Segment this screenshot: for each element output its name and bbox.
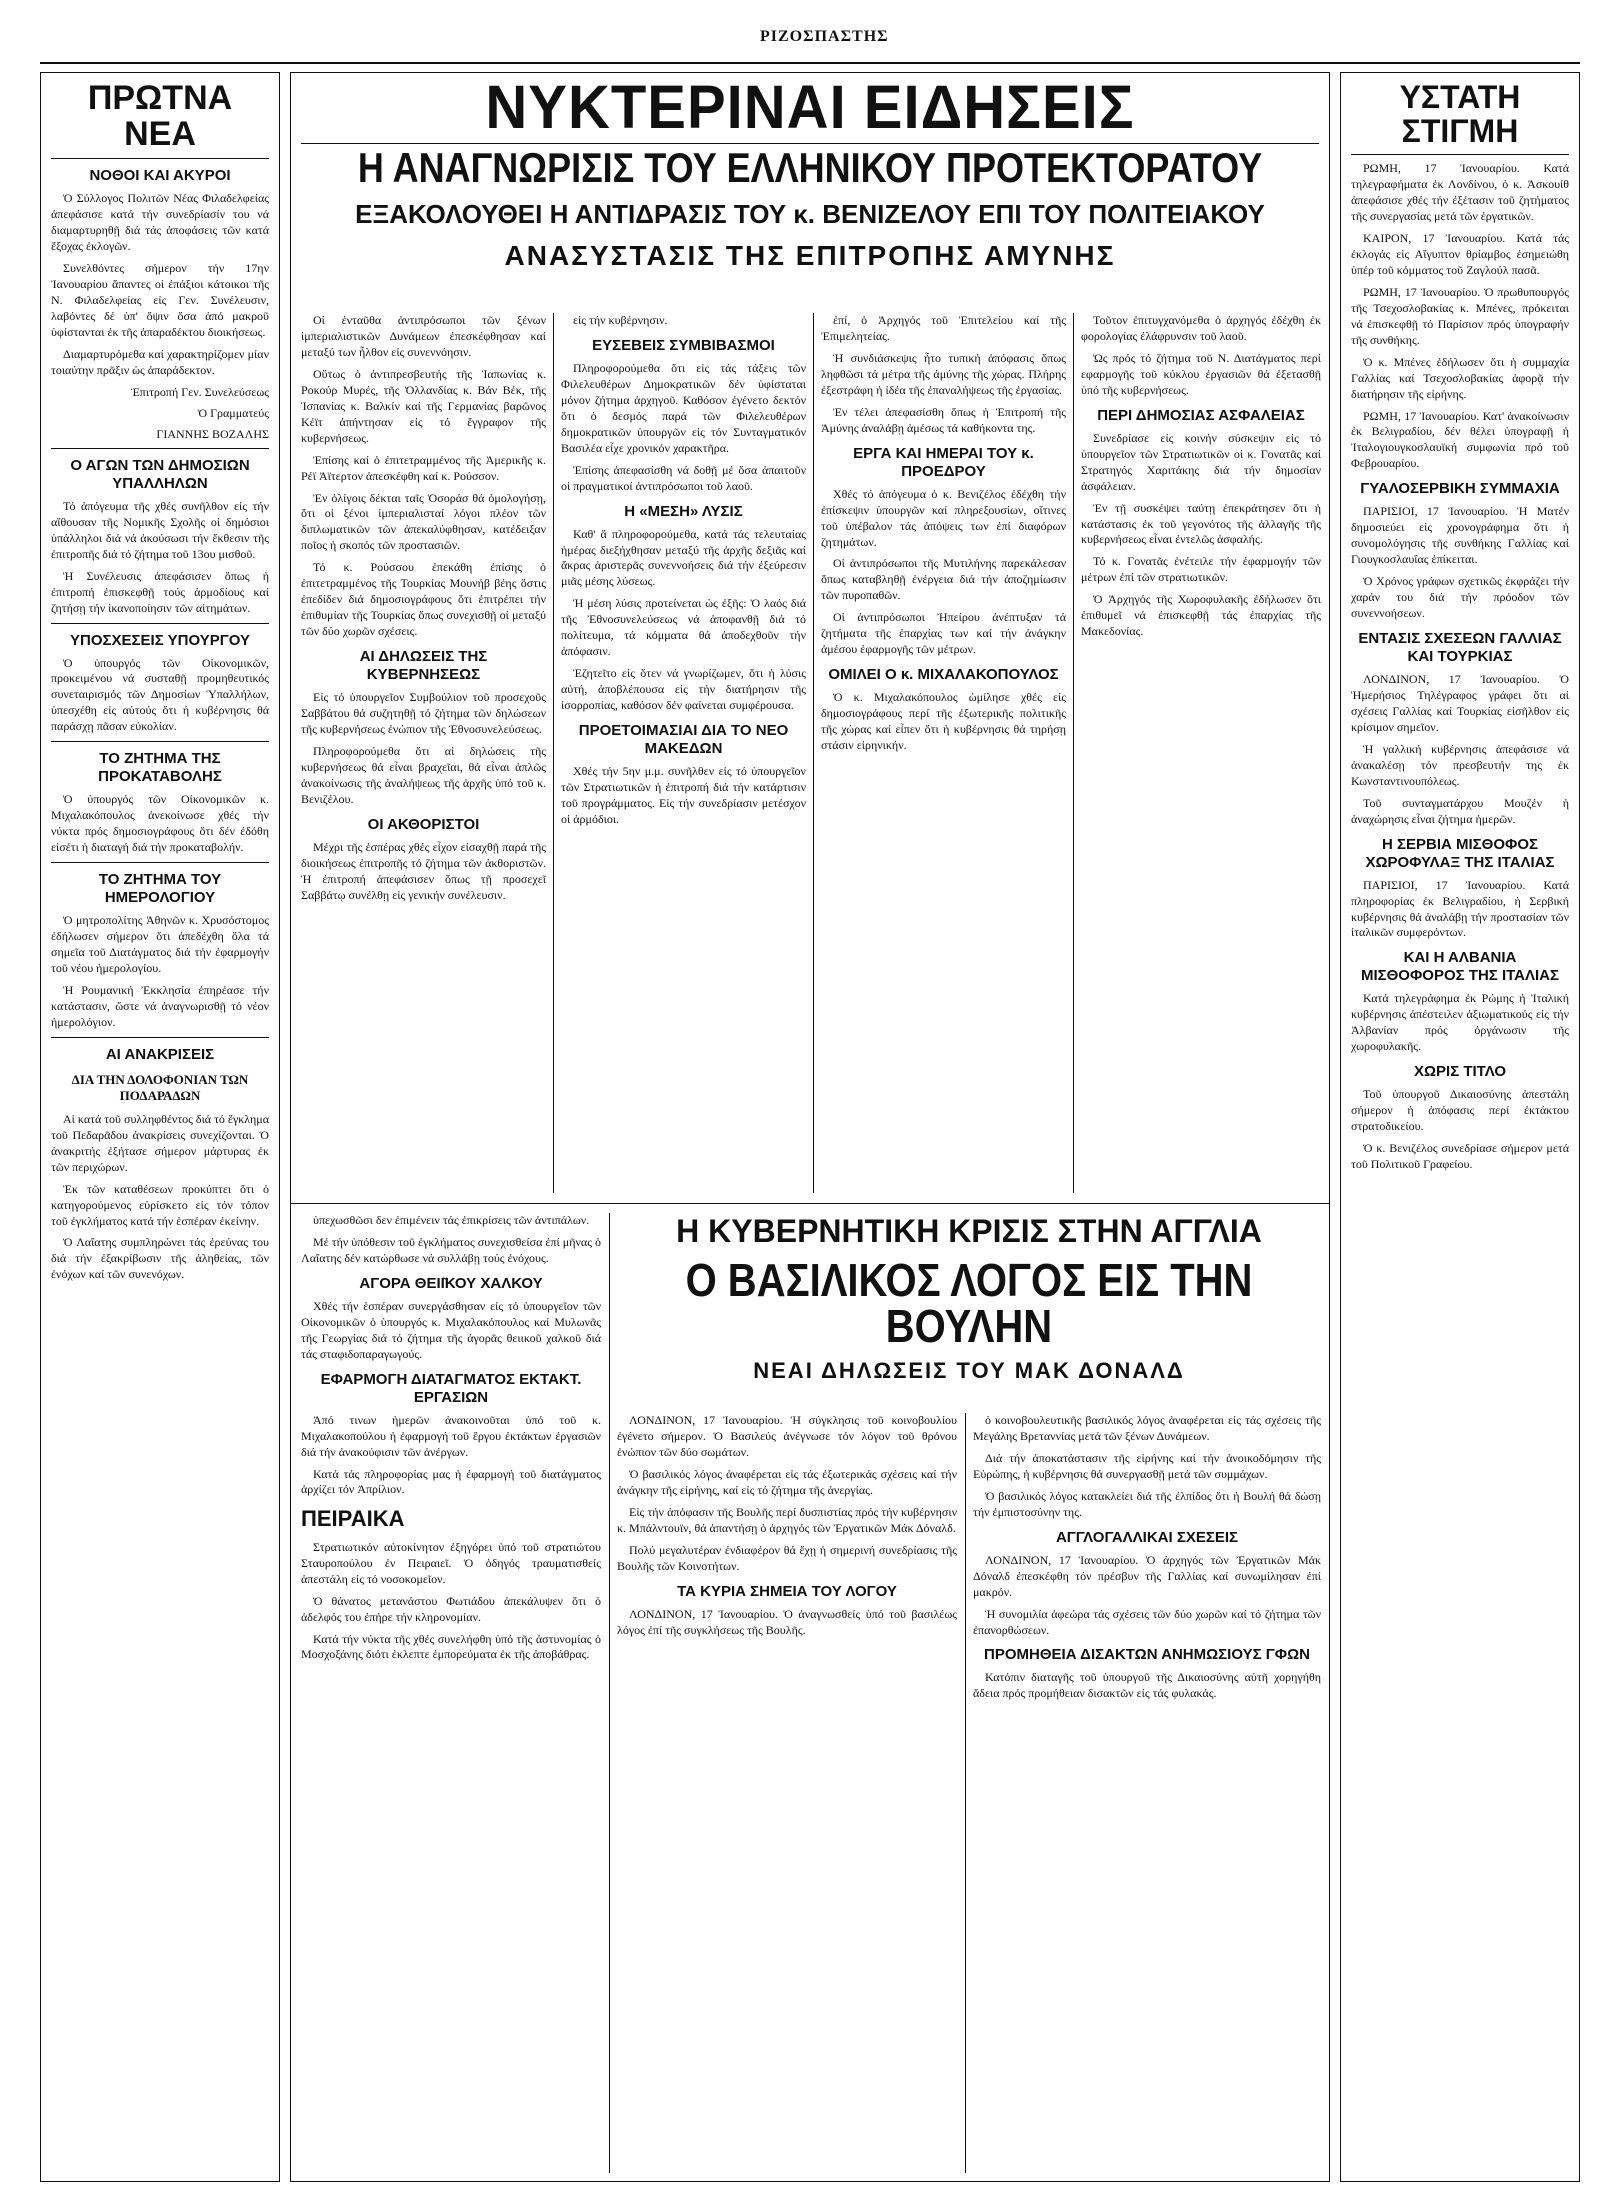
article-body bbox=[561, 361, 806, 495]
article-body bbox=[51, 656, 269, 736]
paragraph: Ὁ Σύλλογος Πολιτῶν Νέας Φιλαδελφείας ἀπεφάσισε κατά τήν συνεδρίασίν του νά διαμαρτυρηθῇ διά τάς ἀποφάσεις τῶν κατά ἔξοχας ἐκλογῶν. bbox=[51, 191, 269, 254]
article-body bbox=[561, 313, 806, 329]
center-col-3 bbox=[821, 313, 1066, 1193]
paragraph: Ἐν τῇ συσκέψει ταύτῃ ἐπεκράτησεν ὅτι ἡ κατάστασις ἐκ τοῦ γεγονότος τῆς ἀλλαγῆς τῆς κυβερνήσεως εἶναι ἐντελῶς ἀσφαλής. bbox=[1081, 500, 1321, 547]
article-body bbox=[821, 313, 1066, 437]
paragraph: Ἡ συνομιλία ἀφεώρα τάς σχέσεις τῶν δύο χωρῶν καί τό ζήτημα τῶν ἐπανορθώσεων. bbox=[973, 1606, 1321, 1637]
section-title: ΠΡΟΜΗΘΕΙΑ ΔΙΣΑΚΤΩΝ ΑΝΗΜΩΣΙΟΥΣ ΓΦΩΝ bbox=[984, 1646, 1310, 1664]
section-title: ΤΟ ΖΗΤΗΜΑ ΤΗΣ ΠΡΟΚΑΤΑΒΟΛΗΣ bbox=[98, 750, 222, 786]
article-body bbox=[973, 1553, 1321, 1639]
paragraph: ἐπί, ὁ Ἀρχηγός τοῦ Ἐπιτελείου καί τῆς Ἐπιμελητείας. bbox=[821, 313, 1066, 343]
paragraph: Ὡς πρός τό ζήτημα τοῦ Ν. Διατάγματος περί εφαρμογῆς τοῦ κύκλου ἐργασιῶν θά ἐξετασθῇ ὑπό τῆς κυβερνήσεως. bbox=[1081, 350, 1321, 397]
paragraph: Ἡ Ρουμανική Ἐκκλησία ἐπηρέασε τήν κατάστασιν, ὥστε νά ἀναγνωρισθῇ τό νέον ἡμερολόγιον. bbox=[51, 982, 269, 1029]
lower-col-3 bbox=[973, 1413, 1321, 2173]
right-banner: ΥΣΤΑΤΗ ΣΤΙΓΜΗ bbox=[1399, 79, 1521, 149]
article-body bbox=[1351, 161, 1569, 472]
paragraph: Διαμαρτυρόμεθα καί χαρακτηρίζομεν μίαν τοιαύτην πρᾶξιν ὡς ἀπαράδεκτον. bbox=[51, 346, 269, 377]
section-title: Η «ΜΕΣΗ» ΛΥΣΙΣ bbox=[624, 502, 743, 520]
section-title: ΟΜΙΛΕΙ Ο κ. ΜΙΧΑΛΑΚΟΠΟΥΛΟΣ bbox=[828, 666, 1059, 684]
paragraph: ΡΩΜΗ, 17 Ἰανουαρίου. Κατά τηλεγραφήματα ἐκ Λονδίνου, ὁ κ. Ἀσκουίθ ἀπεφάσισε χθές τήν ἐξέτασιν τοῦ ζητήματος τῆς συνεργασίας μετά τῶν ἐργατικῶν. bbox=[1351, 161, 1569, 224]
section-title: ΑΓΟΡΑ ΘΕΙΙ͂ΚΟΥ ΧΑΛΚΟΥ bbox=[359, 1274, 543, 1292]
section-title: ΠΡΟΕΤΟΙΜΑΣΙΑΙ ΔΙΑ ΤΟ ΝΕΟ ΜΑΚΕΔΩΝ bbox=[578, 722, 789, 758]
section-title: ΧΩΡΙΣ ΤΙΤΛΟ bbox=[1413, 1063, 1507, 1081]
section-title: ΚΑΙ Η ΑΛΒΑΝΙΑ ΜΙΣΘΟΦΟΡΟΣ ΤΗΣ ΙΤΑΛΙΑΣ bbox=[1360, 949, 1560, 985]
article-body bbox=[51, 1112, 269, 1284]
section-title: ΕΥΣΕΒΕΙΣ ΣΥΜΒΙΒΑΣΜΟΙ bbox=[592, 336, 775, 354]
section-title: ΝΟΘΟΙ ΚΑΙ ΑΚΥΡΟΙ bbox=[89, 167, 231, 185]
section-title: Ο ΑΓΩΝ ΤΩΝ ΔΗΜΟΣΙΩΝ ΥΠΑΛΛΗΛΩΝ bbox=[70, 456, 250, 492]
paragraph: Ὁ μητροπολίτης Ἀθηνῶν κ. Χρυσόστομος ἐδήλωσεν σήμερον ὅτι ἀπεδέχθη ὅλα τά σημεῖα τοῦ Διατάγματος διά τήν ἐφαρμογήν τοῦ νέου ἡμερολογίου. bbox=[51, 913, 269, 975]
paragraph: Ἡ γαλλική κυβέρνησις ἀπεφάσισε νά ἀνακαλέσῃ τόν πρεσβευτήν της ἐκ Κωνσταντινουπόλεως. bbox=[1351, 741, 1569, 788]
paragraph: ΛΟΝΔΙΝΟΝ, 17 Ἰανουαρίου. Ἡ σύγκλησις τοῦ κοινοβουλίου ἐγένετο σήμερον. Ὁ Βασιλεύς ἀνέγνωσε τόν λόγον τοῦ θρόνου ἐνώπιον τῶν δύο σωμάτων. bbox=[617, 1413, 957, 1459]
section-rule bbox=[291, 1203, 1330, 1204]
article-body bbox=[51, 499, 269, 617]
paragraph: Τοῦτον ἐπιτυγχανόμεθα ὁ ἀρχηγός ἐδέχθη ἐκ φορολογίας ἐλάφρυνσιν τοῦ λαοῦ. bbox=[1081, 313, 1321, 343]
paragraph: Πολύ μεγαλυτέραν ἐνδιαφέρον θά ἔχῃ ἡ σημερινή συνεδρίασις τῆς Βουλῆς τῶν Κοινοτήτων. bbox=[617, 1542, 957, 1573]
section-title: ΠΕΙΡΑΙΚΑ bbox=[301, 1506, 405, 1532]
section-title: ΑΓΓΛΟΓΑΛΛΙΚΑΙ ΣΧΕΣΕΙΣ bbox=[1055, 1528, 1239, 1546]
paragraph: Ἡ μέση λύσις προτείνεται ὡς ἐξῆς: Ὁ λαός διά τῆς Ἐθνοσυνελεύσεως νά ἀποφανθῇ διά τό πολίτευμα, τά κόμματα θά ἀποδεχθοῦν τήν ἀπόφασιν. bbox=[561, 596, 806, 659]
paragraph: Ὁ βασιλικός λόγος κατακλείει διά τῆς ἐλπίδος ὅτι ἡ Βουλή θά δώσῃ τήν ἐμπιστοσύνην της. bbox=[973, 1488, 1321, 1519]
paragraph: ΡΩΜΗ, 17 Ἰανουαρίου. Κατ' ἀνακοίνωσιν ἐκ Βελιγραδίου, δέν θέλει ὑπογραφῇ ἡ Ἰταλογιουγκοσλαυϊκή συμφωνία πρό τοῦ Φεβρουαρίου. bbox=[1351, 408, 1569, 471]
lead-subheadline: ΑΝΑΣΥΣΤΑΣΙΣ ΤΗΣ ΕΠΙΤΡΟΠΗΣ ΑΜΥΝΗΣ bbox=[504, 239, 1116, 271]
lead-subheadline: ΕΞΑΚΟΛΟΥΘΕΙ Η ΑΝΤΙΔΡΑΣΙΣ ΤΟΥ κ. ΒΕΝΙΖΕΛΟΥ ΕΠΙ ΤΟΥ ΠΟΛΙΤΕΙΑΚΟΥ bbox=[355, 199, 1265, 229]
paragraph: Ὁ κ. Μπένες ἐδήλωσεν ὅτι ἡ συμμαχία Γαλλίας καί Τσεχοσλοβακίας ἀφορᾷ τήν διατήρησιν τῆς εἰρήνης. bbox=[1351, 354, 1569, 401]
column-rule bbox=[813, 313, 814, 1193]
paragraph: Ἐπίσης καί ὁ ἐπιτετραμμένος τῆς Ἀμερικῆς κ. Ρέϊ Ἀϊτερτον ἀπεσκέφθη καί κ. Ρούσσον. bbox=[301, 452, 546, 483]
paragraph: Οἱ ἀντιπρόσωποι τῆς Μυτιλήνης παρεκάλεσαν ὅπως καταβληθῇ ἐνέργεια διά τήν ἀποζημίωσιν τῶν πυροπαθῶν. bbox=[821, 556, 1066, 603]
center-banner: ΝΥΚΤΕΡΙΝΑΙ ΕΙΔΗΣΕΙΣ bbox=[485, 73, 1135, 142]
paragraph: Στρατιωτικόν αὐτοκίνητον ἐξηγόρει ὑπό τοῦ στρατιώτου Σταυροπούλου ἐν Πειραιεῖ. Ὁ ὁδηγός τραυματισθείς ἀπεστάλη εἰς τό νοσοκομεῖον. bbox=[301, 1539, 601, 1586]
signature: ΓΙΑΝΝΗΣ ΒΟΖΑΛΗΣ bbox=[156, 426, 269, 441]
paragraph: Τό ἀπόγευμα τῆς χθές συνῆλθον εἰς τήν αἴθουσαν τῆς Νομικῆς Σχολῆς οἱ δημόσιοι ὑπάλληλοι διά νά ἀκούσωσι τήν ἔκθεσιν τῆς ἐπιτροπῆς διά τό ζήτημα τοῦ 13ου μισθοῦ. bbox=[51, 498, 269, 561]
masthead-title: ΡΙΖΟΣΠΑΣΤΗΣ bbox=[760, 28, 889, 45]
paragraph: Οἱ ἐνταῦθα ἀντιπρόσωποι τῶν ξένων ἱμπεριαλιστικῶν Δυνάμεων ἐπεσκέφθησαν καί μεταξύ των ἦλθον εἰς συνεννόησιν. bbox=[301, 313, 546, 359]
paragraph: Κατά τήν νύκτα τῆς χθές συνελήφθη ὑπό τῆς ἀστυνομίας ὁ Μοσχοξάνης διότι ἐκλεπτε ἐμπορεύματα ἐκ τῆς ἀποβάθρας. bbox=[301, 1631, 601, 1662]
newspaper-page bbox=[40, 28, 1580, 2188]
section-title: ΕΦΑΡΜΟΓΗ ΔΙΑΤΑΓΜΑΤΟΣ ΕΚΤΑΚΤ. ΕΡΓΑΣΙΩΝ bbox=[320, 1370, 582, 1406]
divider bbox=[51, 158, 269, 159]
paragraph: Κατά τάς πληροφορίας μας ἡ ἐφαρμογή τοῦ διατάγματος ἀρχίζει τόν Ἀπρίλιον. bbox=[301, 1466, 601, 1497]
article-body bbox=[301, 313, 546, 640]
article-body bbox=[973, 1413, 1321, 1521]
section-title: ΟΙ ΑΚΘΟΡΙΣΤΟΙ bbox=[367, 815, 480, 833]
signature: Ἐπιτροπή Γεν. Συνελεύσεως bbox=[130, 384, 269, 399]
center-col-4 bbox=[1081, 313, 1321, 1193]
signature: Ὁ Γραμματεύς bbox=[197, 405, 269, 420]
article-body bbox=[1081, 313, 1321, 399]
paragraph: Ἐπίσης ἀπεφασίσθη νά δοθῇ μέ ὅσα ἀπαιτοῦν οἱ πραγματικοί ἀντιπρόσωποι τοῦ λαοῦ. bbox=[561, 462, 806, 493]
divider bbox=[1351, 154, 1569, 155]
section-title: ΤΟ ΖΗΤΗΜΑ ΤΟΥ ΗΜΕΡΟΛΟΓΙΟΥ bbox=[98, 871, 222, 907]
paragraph: ΠΑΡΙΣΙΟΙ, 17 Ἰανουαρίου. Κατά πληροφορίας ἐκ Βελιγραδίου, ἡ Σερβική κυβέρνησις θά ἀναλάβῃ τήν προστασίαν τῶν ἰταλικῶν συμφερόντων. bbox=[1351, 877, 1569, 940]
left-column bbox=[40, 72, 280, 2182]
article-body bbox=[51, 792, 269, 856]
paragraph: Συνεδρίασε εἰς κοινήν σύσκεψιν εἰς τό ὑπουργεῖον τῶν Στρατιωτικῶν οἱ κ. Γονατᾶς καί Στρατηγός Χαριτάκης διά τήν δημοσίαν ἀσφάλειαν. bbox=[1081, 430, 1321, 493]
article-body bbox=[821, 690, 1066, 754]
paragraph: Ὁ ὑπουργός τῶν Οἰκονομικῶν κ. Μιχαλακόπουλος ἀνεκοίνωσε χθές τήν νύκτα πρός δημοσιογράφους ὅτι δέν ἐδόθη εἰσέτι ἡ διαταγή διά τήν προκαταβολήν. bbox=[51, 792, 269, 855]
divider bbox=[51, 862, 269, 863]
section-title: Η ΣΕΡΒΙΑ ΜΙΣΘΟΦΟΣ ΧΩΡΟΦΥΛΑΞ ΤΗΣ ΙΤΑΛΙΑΣ bbox=[1365, 835, 1555, 871]
paragraph: Εἰς τό ὑπουργεῖον Συμβούλιον τοῦ προσεχοῦς Σαββάτου θά συζητηθῇ τό ζήτημα τῶν δηλώσεων τῆς κυβερνήσεως ἐνώπιον τῆς Ἐθνοσυνελεύσεως. bbox=[301, 690, 546, 737]
article-body bbox=[561, 764, 806, 828]
paragraph: ΚΑΙΡΟΝ, 17 Ἰανουαρίου. Κατά τάς ἐκλογάς εἰς Αἴγυπτον θρίαμβος ἐσημειώθη ὑπέρ τοῦ κόμματος τοῦ Ζαγλούλ πασᾶ. bbox=[1351, 231, 1569, 277]
paragraph: ΠΑΡΙΣΙΟΙ, 17 Ἰανουαρίου. Ἡ Ματέν δημοσιεύει εἰς χρονογράφημα ὅτι ἡ συνομολόγησις τῆς συνθήκης Γαλλίας καί Γιουγκοσλαυΐας ἐπίκειται. bbox=[1351, 504, 1569, 567]
center-area bbox=[290, 72, 1330, 2182]
section-subtitle: ΔΙΑ ΤΗΝ ΔΟΛΟΦΟΝΙΑΝ ΤΩΝ ΠΟΔΑΡΑΔΩΝ bbox=[71, 1071, 249, 1103]
paragraph: Μέ τήν ὑπόθεσιν τοῦ ἐγκλήματος συνεχισθείσα ἐπί μῆνας ὁ Λαΐατης δέν κατώρθωσε νά συλλάβῃ τούς ἐνόχους. bbox=[301, 1234, 601, 1265]
lower-col-2 bbox=[617, 1413, 957, 2173]
center-col-1 bbox=[301, 313, 546, 1193]
lower-headline: Ο ΒΑΣΙΛΙΚΟΣ ΛΟΓΟΣ ΕΙΣ ΤΗΝ ΒΟΥΛΗΝ bbox=[685, 1255, 1253, 1353]
paragraph: Εἰς τήν ἀπόφασιν τῆς Βουλῆς περί δυσπιστίας πρός τήν κυβέρνησιν κ. Μπάλντουϊν, θά ἀπαντήσῃ ὁ ἀρχηγός τῶν Ἐργατικῶν Μάκ Δόναλδ. bbox=[617, 1504, 957, 1535]
article-body bbox=[301, 1540, 601, 1664]
article-body bbox=[1351, 504, 1569, 622]
column-rule bbox=[553, 313, 554, 1193]
paragraph: ΛΟΝΔΙΝΟΝ, 17 Ἰανουαρίου. Ὁ Ἡμερήσιος Τηλέγραφος γράφει ὅτι αἱ σχέσεις Γαλλίας καί Τουρκίας εἰσῆλθον εἰς κρίσιμον σημεῖον. bbox=[1351, 672, 1569, 734]
article-body bbox=[1081, 431, 1321, 640]
paragraph: Ἐν ὀλίγοις δέκται ταῖς Ὁσοράσ θά ὁμολογήσῃ, ὅτι οἱ ξένοι ἱμπεριαλισταί λόγοι πλέον τῶν διπλωματικῶν τῶν ἀπεκαλύφθησαν, κατέδειξαν ποῖος ἡ σκοπός τῶν προστασιῶν. bbox=[301, 490, 546, 553]
article-body bbox=[51, 191, 269, 378]
column-rule bbox=[1073, 313, 1074, 1193]
paragraph: Ὁ βασιλικός λόγος ἀναφέρεται εἰς τάς ἐξωτερικάς σχέσεις καί τήν ἀνάγκην τῆς εἰρήνης, καί εἰς τό ζήτημα τῆς ἀνεργίας. bbox=[617, 1466, 957, 1497]
article-body bbox=[1351, 878, 1569, 942]
section-title: ΑΙ ΔΗΛΩΣΕΙΣ ΤΗΣ ΚΥΒΕΡΝΗΣΕΩΣ bbox=[359, 648, 488, 684]
paragraph: Ὁ θάνατος μετανάστου Φωτιάδου ἀπεκάλυψεν ὅτι ὁ ἀδελφός του ἐπήρε τήν κληρονομίαν. bbox=[301, 1593, 601, 1624]
article-body bbox=[301, 1213, 601, 1267]
article-body bbox=[617, 1607, 957, 1639]
article-body bbox=[301, 840, 546, 904]
paragraph: Μέχρι τῆς ἑσπέρας χθές εἶχον εἰσαχθῇ παρά τῆς διοικήσεως ἐπιτροπῆς τό ζήτημα τῶν ἀκθοριστῶν. Ἡ ἐπιτροπή ἀπεφάσισεν ὅπως τῇ προσεχεῖ Σαββάτῳ συνέλθῃ εἰς γενικήν συνέλευσιν. bbox=[301, 839, 546, 902]
paragraph: Κατά τηλεγράφημα ἐκ Ρώμης ἡ Ἰταλική κυβέρνησις ἀπέστειλεν ἀξιωματικούς εἰς τήν Ἀλβανίαν πρός ὀργάνωσιν τῆς χωροφυλακῆς. bbox=[1351, 991, 1569, 1054]
section-title: ΕΝΤΑΣΙΣ ΣΧΕΣΕΩΝ ΓΑΛΛΙΑΣ ΚΑΙ ΤΟΥΡΚΙΑΣ bbox=[1358, 630, 1562, 666]
paragraph: Ὁ κ. Μιχαλακόπουλος ὡμίλησε χθές εἰς δημοσιογράφους περί τῆς ἐξωτερικῆς πολιτικῆς τῆς χώρας καί εἶπεν ὅτι ἡ κυβέρνησις θά τηρήσῃ στάσιν εἰρηνικήν. bbox=[821, 690, 1066, 753]
paragraph: Χθές τήν 5ην μ.μ. συνῆλθεν εἰς τό ὑπουργεῖον τῶν Στρατιωτικῶν ἡ ἐπιτροπή διά τήν κατάρτισιν τοῦ προγράμματος. Εἰς τήν συνεδρίασιν μετέσχον οἱ ἁρμόδιοι. bbox=[561, 764, 806, 826]
paragraph: Τό κ. Ρούσσου ἐπεκάθη ἐπίσης ὁ ἐπιτετραμμένος τῆς Τουρκίας Μουνήβ βέης ὅστις ἐπεδίδεν διά δημοσιογράφους ὅτι ἐπιτρέπει τήν ἐπιθυμίαν τῆς Τουρκίας ὅπως συνεχισθῇ οἱ μεταξύ τῶν δύο χωρῶν σχέσεις. bbox=[301, 560, 546, 639]
paragraph: Τοῦ συνταγματάρχου Μουζέν ἡ ἀναχώρησις εἶναι ζήτημα ἡμερῶν. bbox=[1351, 795, 1569, 826]
article-body bbox=[821, 487, 1066, 659]
paragraph: Οὕτως ὁ ἀντιπρεσβευτής τῆς Ἰαπωνίας κ. Ροκούρ Μυρές, τῆς Ὁλλανδίας κ. Βάν Βέκ, τῆς Ἱσπανίας κ. Βαλκίν καί τῆς Γερμανίας βαρῶνος Κέϊτ ἀπήντησαν εἰς τό ἔγγραφον τῆς κυβερνήσεως. bbox=[301, 366, 546, 445]
section-title: ΠΕΡΙ ΔΗΜΟΣΙΑΣ ΑΣΦΑΛΕΙΑΣ bbox=[1097, 406, 1305, 424]
masthead-rule bbox=[40, 62, 1580, 64]
paragraph: Τοῦ ὑπουργοῦ Δικαιοσύνης ἀπεστάλη σήμερον ἡ ἀπόφασις περί ἐκτάκτου στρατοδικείου. bbox=[1351, 1087, 1569, 1134]
paragraph: Ἐζητεῖτο εἰς ὅτεν νά γνωρίζωμεν, ὅτι ἡ λύσις αὐτή, ἀποβλέπουσα εἰς τήν διατήρησιν τῆς ἰσορροπίας, καθόσον δέν φαίνεται συμφέρουσα. bbox=[561, 666, 806, 713]
paragraph: ΛΟΝΔΙΝΟΝ, 17 Ἰανουαρίου. Ὁ ἀρχηγός τῶν Ἐργατικῶν Μάκ Δόναλδ ἐπεσκέφθη τόν πρέσβυν τῆς Γαλλίας καί συνωμίλησαν ἐπί μακρόν. bbox=[973, 1552, 1321, 1599]
section-title: ΑΙ ΑΝΑΚΡΙΣΕΙΣ bbox=[105, 1045, 215, 1063]
divider bbox=[51, 741, 269, 742]
paragraph: Πληροφορούμεθα ὅτι εἰς τάς τάξεις τῶν Φιλελευθέρων Δημοκρατικῶν δέν ὑφίσταται μόνον ζήτημα ἀρχηγοῦ. Καθόσον ἐγένετο δεκτόν ὅτι ὁ δεσμός παρά τῶν Φιλελευθέρων δημοκρατικῶν ὑπουργῶν εἰς τόν Συνταγματικόν Βασιλέα εἶχε χρονικόν χαρακτῆρα. bbox=[561, 360, 806, 455]
paragraph: Αἱ κατά τοῦ συλληφθέντος διά τό ἔγκλημα τοῦ Πεδαρᾶδου ἀνακρίσεις συνεχίζονται. Ὁ ἀνακριτής ἐξήτασε σήμερον μάρτυρας ἐκ τῶν περιχώρων. bbox=[51, 1111, 270, 1174]
column-rule bbox=[609, 1213, 610, 2173]
paragraph: Διά τήν ἀποκατάστασιν τῆς εἰρήνης καί τήν ἀνοικοδόμησιν τῆς Εὐρώπης, ἡ κυβέρνησις θά συνεργασθῇ μετά τῶν συμμάχων. bbox=[973, 1450, 1321, 1481]
divider bbox=[51, 623, 269, 624]
paragraph: Ὁ Λαΐατης συμπληρώνει τάς ἐρεύνας του διά τήν ἐξακρίβωσιν τῆς ἀληθείας, τῶν ἐνόχων καί τῶν συνενόχων. bbox=[51, 1235, 269, 1282]
article-body bbox=[301, 1299, 601, 1363]
paragraph: Χθές τό ἀπόγευμα ὁ κ. Βενιζέλος ἐδέχθη τήν ἐπίσκεψιν ὑπουργῶν καί πληρεξουσίων, οἵτινες τοῦ ὑπέβαλον τάς ἀπόψεις των ἐπί διαφόρων ζητημάτων. bbox=[821, 486, 1066, 549]
paragraph: Ἡ Συνέλευσις ἀπεφάσισεν ὅπως ἡ ἐπιτροπή ἐπισκεφθῇ τούς ἁρμοδίους καί ζητήσῃ τήν ἱκανοποίησιν τῶν αἰτημάτων. bbox=[51, 568, 269, 615]
article-body bbox=[561, 527, 806, 714]
paragraph: εἰς τήν κυβέρνησιν. bbox=[573, 313, 668, 327]
section-title: ΕΡΓΑ ΚΑΙ ΗΜΕΡΑΙ ΤΟΥ κ. ΠΡΟΕΔΡΟΥ bbox=[853, 444, 1034, 480]
right-column bbox=[1340, 72, 1580, 2182]
article-body bbox=[1351, 672, 1569, 828]
lower-headline: Η ΚΥΒΕΡΝΗΤΙΚΗ ΚΡΙΣΙΣ ΣΤΗΝ ΑΓΓΛΙΑ bbox=[676, 1213, 1262, 1249]
lower-col-1 bbox=[301, 1213, 601, 2173]
section-title: ΥΠΟΣΧΕΣΕΙΣ ΥΠΟΥΡΓΟΥ bbox=[70, 631, 250, 649]
article-body bbox=[301, 690, 546, 808]
paragraph: ΛΟΝΔΙΝΟΝ, 17 Ἰανουαρίου. Ὁ ἀναγνωσθείς ὑπό τοῦ βασιλέως λόγος ἐπί τῆς συγκλήσεως τῆς Βουλῆς. bbox=[617, 1606, 957, 1637]
article-body bbox=[1351, 1087, 1569, 1173]
left-banner: ΠΡΩΤΝΑ ΝΕΑ bbox=[87, 79, 233, 153]
article-body bbox=[973, 1670, 1321, 1702]
paragraph: Συνελθόντες σήμερον τήν 17ην Ἰανουαρίου ἅπαντες οἱ ἐπάξιοι κάτοικοι τῆς Ν. Φιλαδελφείας εἰς Γεν. Συνέλευσιν, λαβόντες δέ ὑπ' ὄψιν ὅσα ἀπό μακροῦ ὑφίστανται ἐκ τῆς ἀπαραδέκτου διοικήσεως. bbox=[51, 261, 269, 339]
paragraph: Οἱ ἀντιπρόσωποι Ἠπείρου ἀνέπτυξαν τά ζητήματα τῆς ἐπαρχίας των καί τήν ἀνάγκην ἀμέσου ἐφαρμογῆς τῶν μέτρων. bbox=[821, 610, 1066, 657]
paragraph: Τό κ. Γονατᾶς ἐνέτειλε τήν ἐφαρμογήν τῶν μέτρων ἐπί τῶν στρατιωτικῶν. bbox=[1081, 554, 1321, 585]
section-title: ΤΑ ΚΥΡΙΑ ΣΗΜΕΙΑ ΤΟΥ ΛΟΓΟΥ bbox=[677, 1582, 897, 1600]
article-body bbox=[301, 1413, 601, 1499]
paragraph: ὁ κοινοβουλευτικῆς βασιλικός λόγος ἀναφέρεται εἰς τάς σχέσεις τῆς Μεγάλης Βρεταννίας μετά τῶν ξένων Δυνάμεων. bbox=[973, 1413, 1321, 1443]
paragraph: ὑπεχωσθῶσι δεν ἐπιμένειν τάς ἐπικρίσεις τῶν ἀντιπάλων. bbox=[313, 1213, 590, 1227]
paragraph: Ἡ συνδιάσκεψις ἦτο τυπική ἀπόφασις ὅπως ληφθῶσι τά μέτρα τῆς ἀμύνης τῆς χώρας. Πλήρης ἐξεστράφη ἡ ἰδέα τῆς ἐπαναλήψεως τῆς ἐργασίας. bbox=[821, 350, 1066, 397]
divider bbox=[51, 1037, 269, 1038]
paragraph: Πληροφορούμεθα ὅτι αἱ δηλώσεις τῆς κυβερνήσεως θά εἶναι βραχεῖαι, θά εἶναι ἁπλῶς ἀνακοίνωσις τῆς ἀναλήψεως τῆς ἀρχῆς ὑπό τοῦ κ. Βενιζέλου. bbox=[301, 743, 546, 806]
paragraph: Ἐν τέλει ἀπεφασίσθη ὅπως ἡ Ἐπιτροπή τῆς Ἀμύνης ἀναλάβῃ ἀμέσως τά καθήκοντα της. bbox=[821, 404, 1066, 435]
paragraph: ΡΩΜΗ, 17 Ἰανουαρίου. Ὁ πρωθυπουργός τῆς Τσεχοσλοβακίας κ. Μπένες, πρόκειται νά ἐπισκεφθῇ τό Παρίσιον πρός ὑπογραφήν τῆς συνθήκης. bbox=[1351, 284, 1569, 347]
paragraph: Ὁ ὑπουργός τῶν Οἰκονομικῶν, προκειμένου νά συσταθῇ προμηθευτικός συνεταιρισμός τῶν Δημοσίων Ὑπαλλήλων, ὑπεσχέθη εἰς αὐτούς ὅτι ἡ κυβέρνησις θά παράσχῃ πᾶσαν εὐκολίαν. bbox=[51, 655, 269, 734]
paragraph: Ὁ Χρόνος γράφων σχετικῶς ἐκφράζει τήν χαράν του διά τήν πρόοδον τῶν συνεννοήσεων. bbox=[1351, 574, 1569, 621]
lower-headlines bbox=[617, 1213, 1321, 1413]
article-body bbox=[51, 913, 269, 1031]
section-title: ΓΥΑΛΟΣΕΡΒΙΚΗ ΣΥΜΜΑΧΙΑ bbox=[1360, 480, 1560, 498]
center-col-2 bbox=[561, 313, 806, 1193]
paragraph: Ὁ Ἀρχηγός τῆς Χωροφυλακῆς ἐδήλωσεν ὅτι ἐπιθυμεῖ νά ἐπισκεφθῇ τάς ἐπαρχίας τῆς Μακεδονίας. bbox=[1081, 592, 1321, 639]
column-rule bbox=[965, 1413, 966, 2173]
paragraph: Χθές τήν ἑσπέραν συνεργάσθησαν εἰς τό ὑπουργεῖον τῶν Οἰκονομικῶν ὁ ὑπουργός κ. Μιχαλακόπουλος καί Μυλωνᾶς τῆς Γεωργίας διά τό ζήτημα τῆς ἀγορᾶς θειικοῦ χαλκοῦ διά τάς σταφιδοπαραγωγούς. bbox=[301, 1298, 601, 1361]
divider bbox=[51, 448, 269, 449]
lower-headline: ΝΕΑΙ ΔΗΛΩΣΕΙΣ ΤΟΥ ΜΑΚ ΔΟΝΑΛΔ bbox=[753, 1357, 1185, 1383]
paragraph: Ἀπό τινων ἡμερῶν ἀνακοινοῦται ὑπό τοῦ κ. Μιχαλακοπούλου ἡ ἐφαρμογή τοῦ ἔργου ἐκτάκτων ἐργασιῶν διά τήν ἀνακούφισιν τῶν ἀνέργων. bbox=[301, 1412, 601, 1459]
paragraph: Καθ' ἅ πληροφορούμεθα, κατά τάς τελευταίας ἡμέρας διεξήχθησαν μεταξύ τῆς ἀρχῆς δεξιᾶς καί ἄκρας ἀριστερᾶς συνεννοήσεις διά τήν ἐξεύρεσιν μιᾶς μέσης λύσεως. bbox=[561, 526, 806, 589]
article-body bbox=[1351, 991, 1569, 1055]
paragraph: Ὁ κ. Βενιζέλος συνεδρίασε σήμερον μετά τοῦ Πολιτικοῦ Γραφείου. bbox=[1351, 1141, 1569, 1172]
lead-headline: Η ΑΝΑΓΝΩΡΙΣΙΣ ΤΟΥ ΕΛΛΗΝΙΚΟΥ ΠΡΟΤΕΚΤΟΡΑΤΟΥ bbox=[357, 143, 1263, 191]
paragraph: Κατόπιν διαταγῆς τοῦ ὑπουργοῦ τῆς Δικαιοσύνης αὐτῆ χορηγήθη ἄδεια πρός προμήθειαν δισακτῶν εἰς τάς φυλακάς. bbox=[973, 1670, 1321, 1701]
article-body bbox=[617, 1413, 957, 1575]
paragraph: Ἐκ τῶν καταθέσεων προκύπτει ὅτι ὁ κατηγορούμενος εὑρίσκετο εἰς τόν τόπον τοῦ ἐγκλήματος κατά τήν ἑσπέραν ἐκείνην. bbox=[51, 1181, 269, 1228]
